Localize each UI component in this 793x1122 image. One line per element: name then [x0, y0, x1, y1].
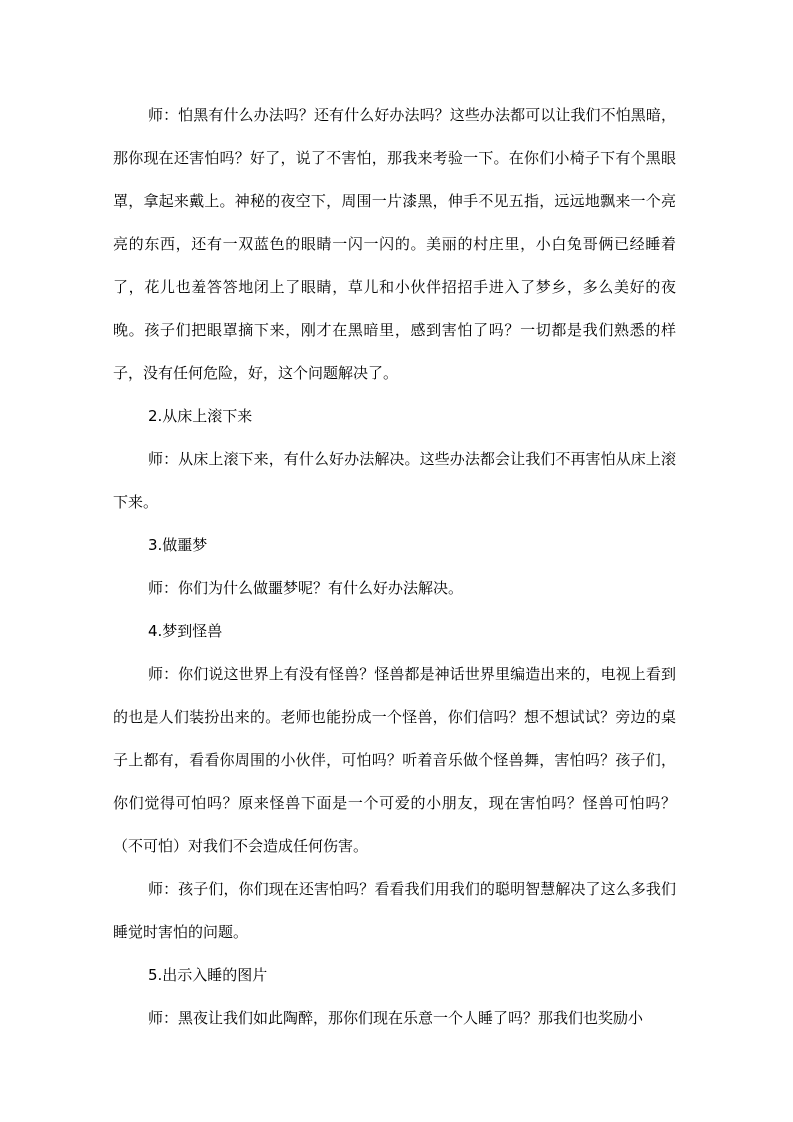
paragraph-sleep-alone: 师：黑夜让我们如此陶醉，那你们现在乐意一个人睡了吗？那我们也奖励小	[148, 1009, 644, 1027]
heading-fall-from-bed: 2.从床上滚下来	[148, 407, 253, 425]
paragraph-darkness-method: 师：怕黑有什么办法吗？还有什么好办法吗？这些办法都可以让我们不怕黑暗，那你现在还害怕吗？好了，说了不害怕，那我来考验一下。在你们小椅子下有个黑眼罩，拿起来戴上。神秘的夜空下，周围一片漆黑，伸手不见五指，远远地飘来一个亮亮的东西，还有一双蓝色的眼睛一闪一闪的。美丽的村庄里，小白兔哥俩已经睡着了，花儿也羞答答地闭上了眼睛，草儿和小伙伴招招手进入了梦乡，多么美好的夜晚。孩子们把眼罩摘下来，刚才在黑暗里，感到害怕了吗？一切都是我们熟悉的样子，没有任何危险，好，这个问题解决了。	[113, 106, 676, 382]
paragraph-still-afraid: 师：孩子们，你们现在还害怕吗？看看我们用我们的聪明智慧解决了这么多我们睡觉时害怕的问题。	[113, 880, 676, 941]
paragraph-fall-from-bed: 师：从床上滚下来，有什么好办法解决。这些办法都会让我们不再害怕从床上滚下来。	[113, 450, 676, 511]
document-body	[113, 94, 676, 1040]
heading-monster-dream: 4.梦到怪兽	[148, 622, 223, 640]
heading-nightmare: 3.做噩梦	[148, 536, 208, 554]
heading-sleep-pictures: 5.出示入睡的图片	[148, 966, 268, 984]
paragraph-nightmare: 师：你们为什么做噩梦呢？有什么好办法解决。	[148, 579, 464, 597]
paragraph-monster-dream: 师：你们说这世界上有没有怪兽？怪兽都是神话世界里编造出来的，电视上看到的也是人们装扮出来的。老师也能扮成一个怪兽，你们信吗？想不想试试？旁边的桌子上都有，看看你周围的小伙伴，可怕吗？听着音乐做个怪兽舞，害怕吗？孩子们，你们觉得可怕吗？原来怪兽下面是一个可爱的小朋友，现在害怕吗？怪兽可怕吗？（不可怕）对我们不会造成任何伤害。	[113, 665, 676, 855]
